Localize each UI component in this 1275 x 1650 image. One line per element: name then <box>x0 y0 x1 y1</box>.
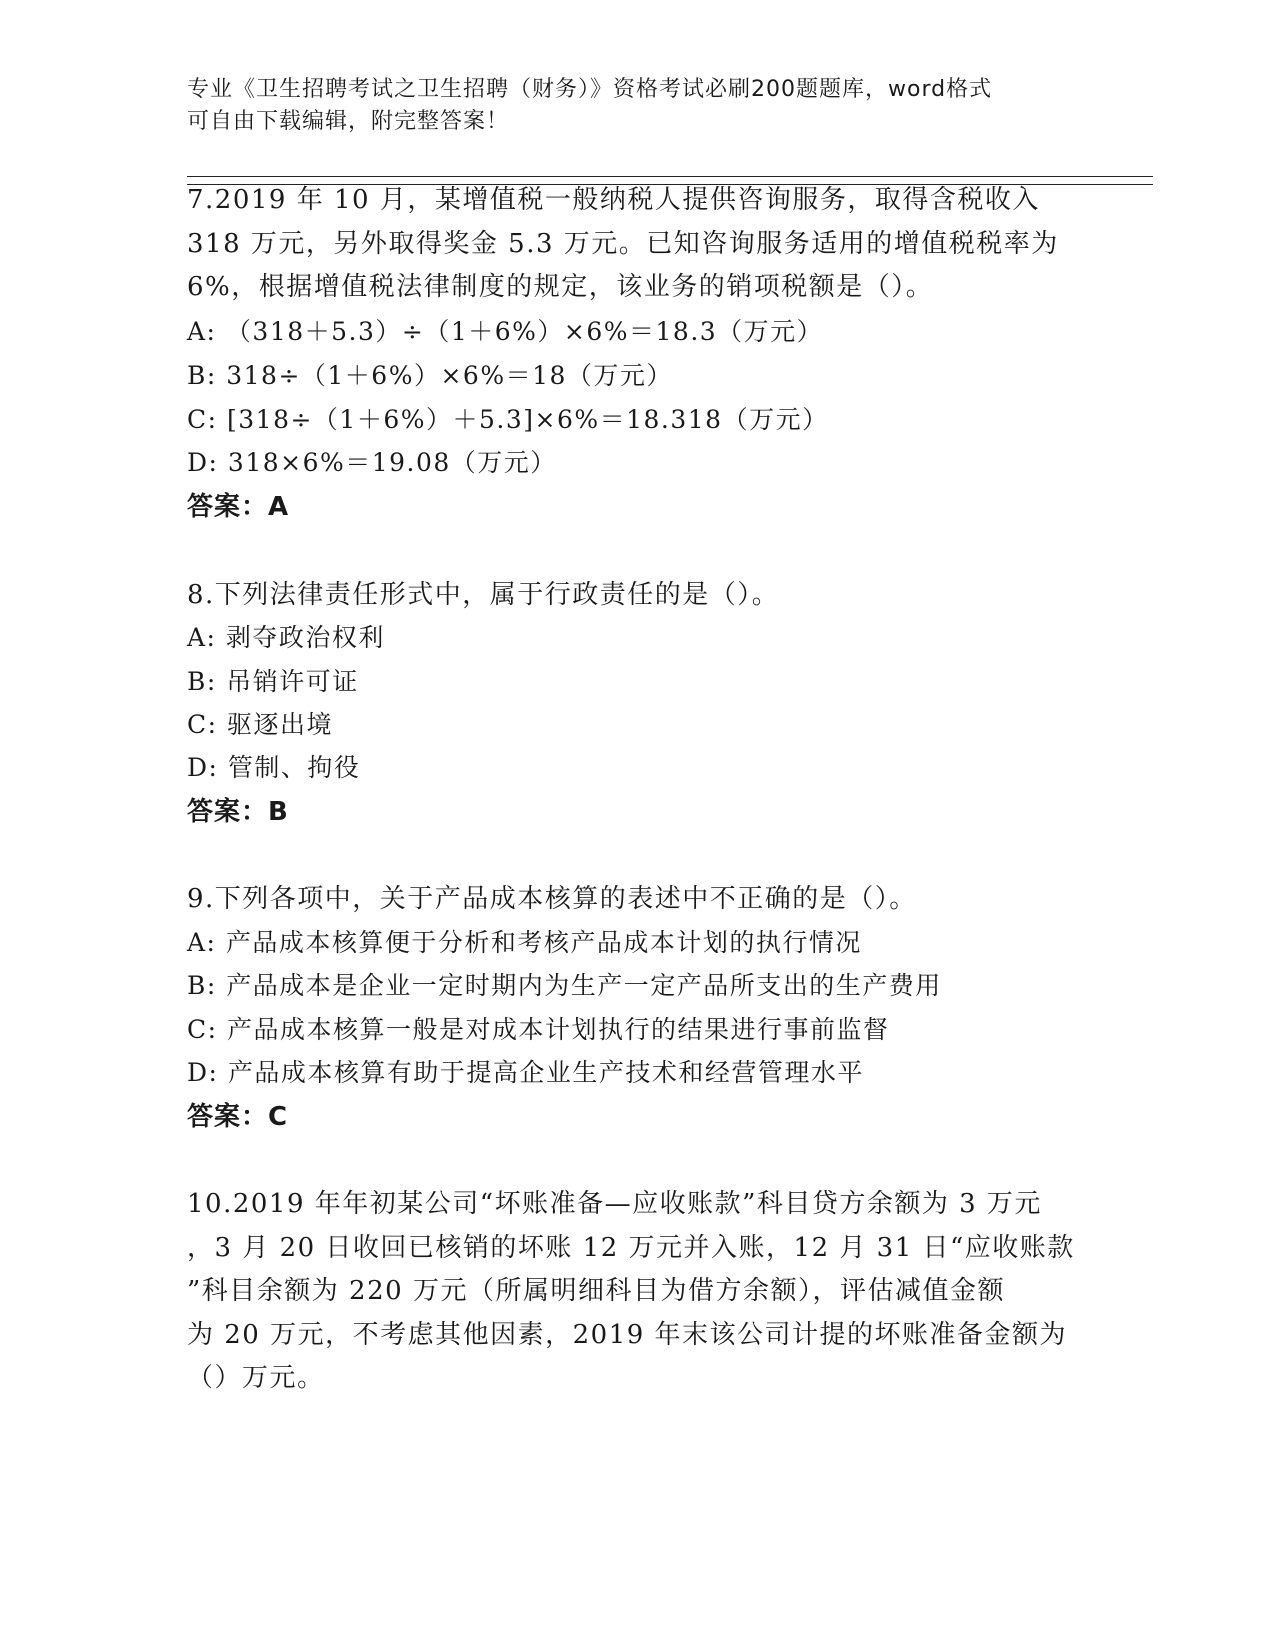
option-c: C: 产品成本核算一般是对成本计划执行的结果进行事前监督 <box>187 1015 890 1044</box>
option-b: B: 318÷（1＋6%）×6%＝18（万元） <box>187 361 673 390</box>
answer: 答案：C <box>187 1102 289 1132</box>
option-b: B: 产品成本是企业一定时期内为生产一定产品所支出的生产费用 <box>187 971 942 1000</box>
question-text-line: 6%，根据增值税法律制度的规定，该业务的销项税额是（）。 <box>187 272 934 302</box>
option-a: A: 剥夺政治权利 <box>187 623 385 652</box>
header-line-1: 专业《卫生招聘考试之卫生招聘（财务）》资格考试必刷200题题库，word格式 <box>187 77 993 102</box>
question-text-line: （）万元。 <box>187 1363 325 1393</box>
header-divider-top <box>187 176 1153 177</box>
question-text-line: ，3 月 20 日收回已核销的坏账 12 万元并入账，12 月 31 日“应收账款 <box>187 1233 1075 1263</box>
question-text-line: 10.2019 年年初某公司“坏账准备—应收账款”科目贷方余额为 3 万元 <box>187 1189 1042 1219</box>
option-c: C: 驱逐出境 <box>187 710 333 739</box>
answer: 答案：A <box>187 492 290 522</box>
question-text-line: ”科目余额为 220 万元（所属明细科目为借方余额），评估减值金额 <box>187 1276 1005 1306</box>
header-line-2: 可自由下载编辑，附完整答案！ <box>187 109 510 134</box>
document-header <box>187 74 1067 138</box>
option-a: A: 产品成本核算便于分析和考核产品成本计划的执行情况 <box>187 928 862 957</box>
question-text-line: 8.下列法律责任形式中，属于行政责任的是（）。 <box>187 580 780 610</box>
option-c: C: [318÷（1＋6%）＋5.3]×6%＝18.318（万元） <box>187 405 829 434</box>
question-text-line: 318 万元，另外取得奖金 5.3 万元。已知咨询服务适用的增值税税率为 <box>187 229 1059 259</box>
option-a: A: （318＋5.3）÷（1＋6%）×6%＝18.3（万元） <box>187 317 824 346</box>
question-text-line: 9.下列各项中，关于产品成本核算的表述中不正确的是（）。 <box>187 884 917 914</box>
answer: 答案：B <box>187 797 289 827</box>
option-d: D: 318×6%＝19.08（万元） <box>187 448 557 477</box>
option-d: D: 管制、拘役 <box>187 753 361 782</box>
question-text-line: 为 20 万元，不考虑其他因素，2019 年末该公司计提的坏账准备金额为 <box>187 1320 1068 1350</box>
option-d: D: 产品成本核算有助于提高企业生产技术和经营管理水平 <box>187 1058 864 1087</box>
option-b: B: 吊销许可证 <box>187 667 359 696</box>
question-text-line: 7.2019 年 10 月，某增值税一般纳税人提供咨询服务，取得含税收入 <box>187 185 1040 215</box>
